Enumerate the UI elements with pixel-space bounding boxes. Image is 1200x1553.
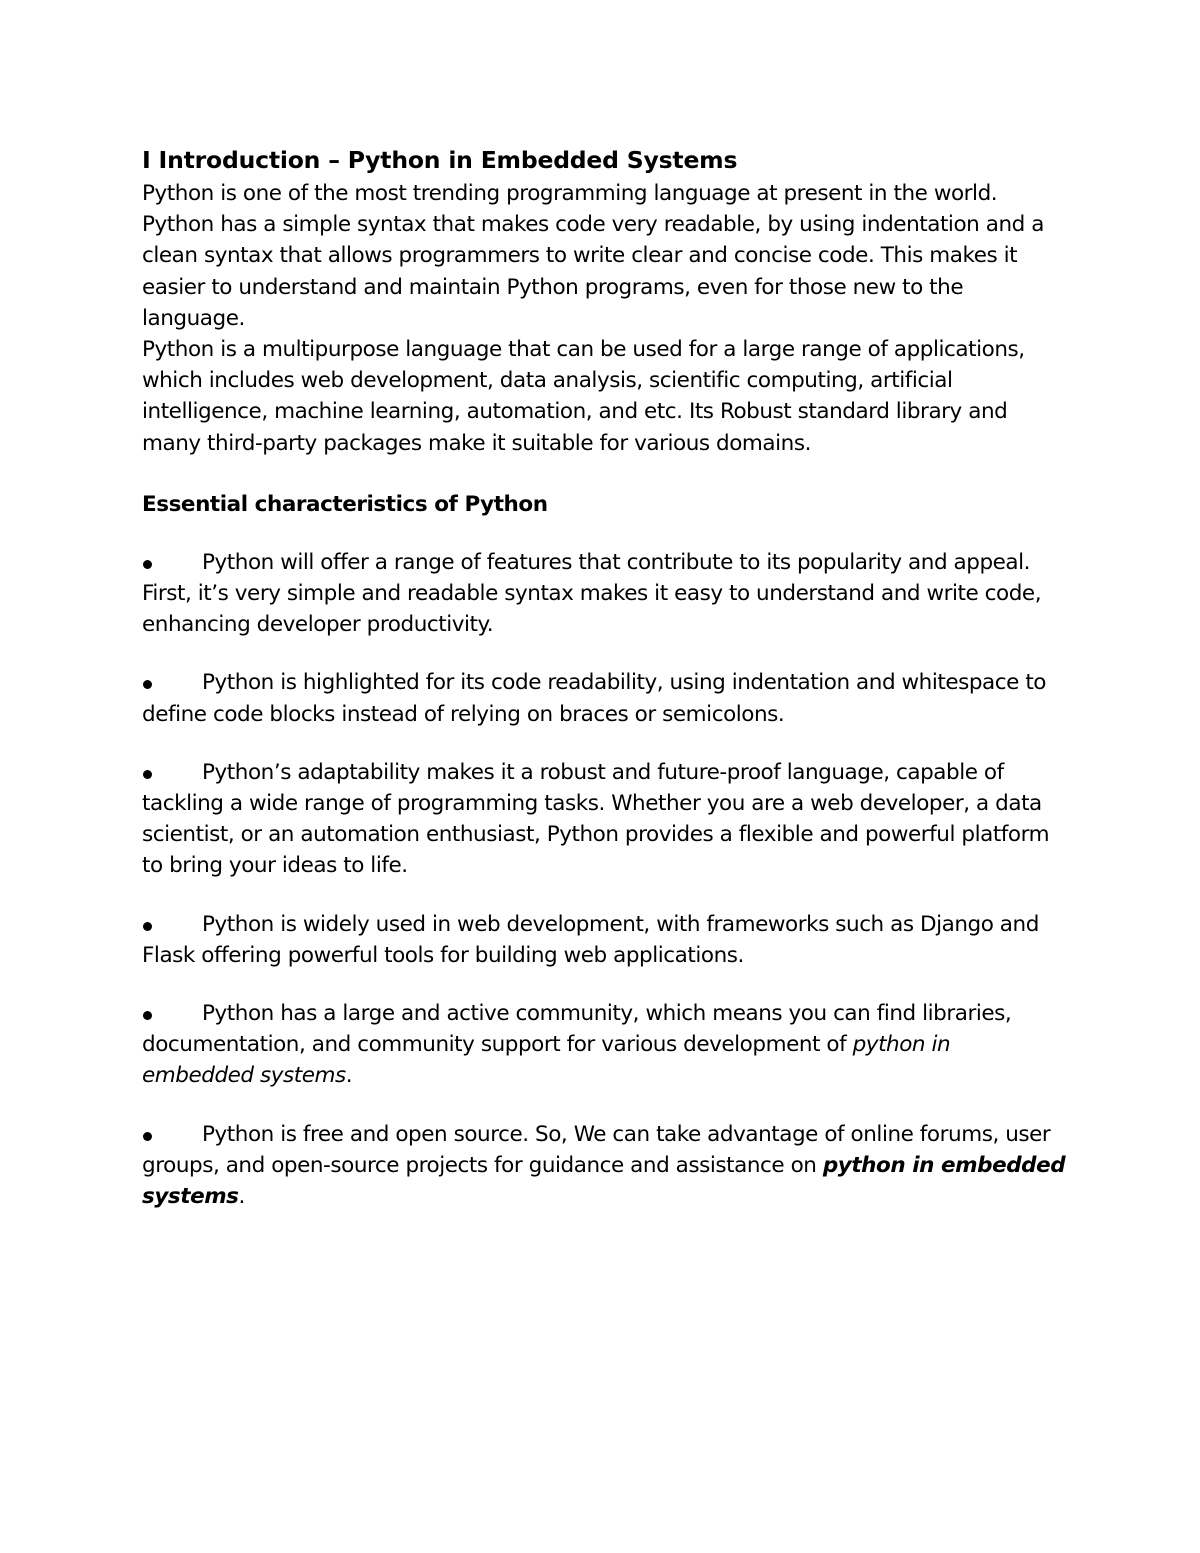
list-item <box>142 998 1067 1092</box>
bullet-icon <box>142 778 202 779</box>
list-item-tail: . <box>345 1063 353 1089</box>
multipurpose-paragraph: Python is a multipurpose language that can be used for a large range of applications, which includes web development, data analysis, scientific computing, artificial intelligence, machine learning, automation, and etc. Its Robust standard library and many third-party packages make it suitable for various domains. <box>142 337 1025 456</box>
list-item <box>142 1119 1067 1213</box>
list-item <box>142 757 1067 882</box>
bullet-icon <box>142 930 202 931</box>
bullet-icon <box>142 688 202 689</box>
characteristics-list <box>142 547 1067 1212</box>
list-item <box>142 667 1067 729</box>
list-item-text: Python is free and open source. So, We can take advantage of online forums, user groups, and open-source projects for guidance and assistance on <box>142 1121 1051 1178</box>
list-item-text: Python has a large and active community, which means you can find libraries, documentation, and community support for various development of <box>142 1001 1012 1058</box>
list-item-text: Python is highlighted for its code readability, using indentation and whitespace to define code blocks instead of relying on braces or semicolons. <box>142 670 1047 727</box>
section-heading: Essential characteristics of Python <box>142 491 548 517</box>
list-item-text: Python will offer a range of features that contribute to its popularity and appeal. First, it’s very simple and readable syntax makes it easy to understand and write code, enhancing developer productivity. <box>142 549 1042 638</box>
intro-paragraph: Python is one of the most trending programming language at present in the world. Python has a simple syntax that makes code very readable, by using indentation and a clean syntax that allows programmers to write clear and concise code. This makes it easier to understand and maintain Python programs, even for those new to the language. <box>142 181 1044 331</box>
list-item-text: Python is widely used in web development, with frameworks such as Django and Flask offering powerful tools for building web applications. <box>142 911 1039 968</box>
bullet-icon <box>142 1019 202 1020</box>
list-item-text: Python’s adaptability makes it a robust and future-proof language, capable of tackling a wide range of programming tasks. Whether you are a web developer, a data scientist, or an automation enthusiast, Python provides a flexible and powerful platform to bring your ideas to life. <box>142 759 1050 879</box>
bullet-icon <box>142 568 202 569</box>
document-content <box>142 142 1067 1212</box>
document-title: I Introduction – Python in Embedded Systems <box>142 146 738 174</box>
bullet-icon <box>142 1140 202 1141</box>
list-item-tail: . <box>238 1184 245 1210</box>
emphasized-keyword-bold: python in embedded systems <box>142 1152 1066 1210</box>
list-item <box>142 547 1067 641</box>
list-item <box>142 909 1067 971</box>
emphasized-keyword: python in embedded systems <box>142 1032 951 1089</box>
